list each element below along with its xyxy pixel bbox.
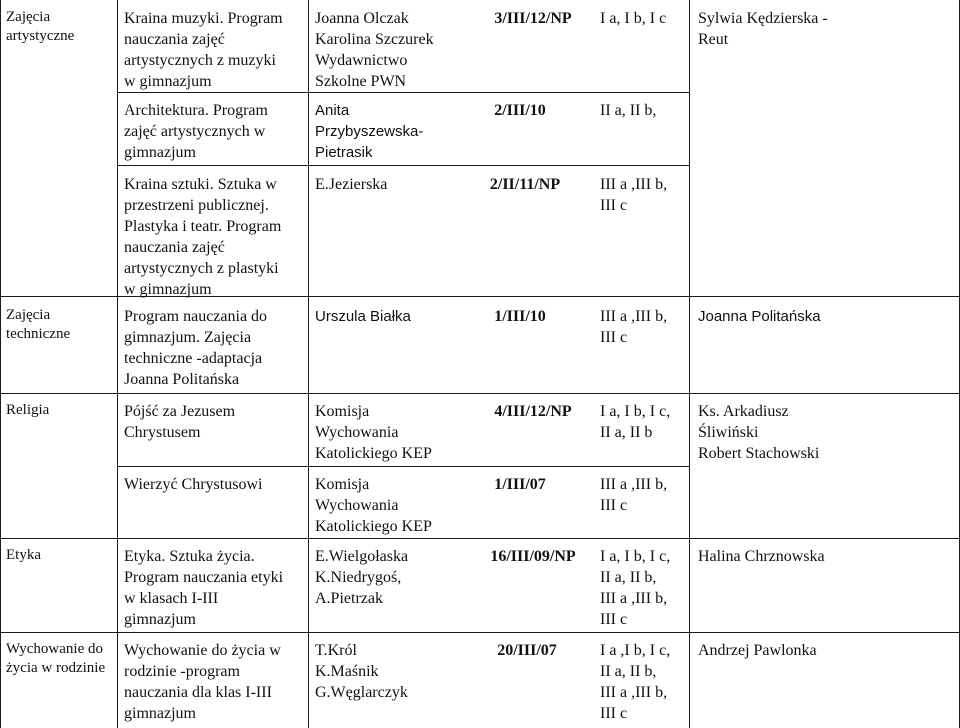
classes-cell: I a, I b, I c, II a, II b, III a ,III b, III c: [600, 548, 671, 628]
teacher-cell: Joanna Politańska: [698, 308, 821, 325]
row-divider: [117, 92, 689, 93]
teacher-cell: Halina Chrznowska: [698, 548, 825, 565]
classes-cell: I a ,I b, I c, II a, II b, III a ,III b, III c: [600, 642, 671, 722]
column-divider: [308, 0, 309, 728]
category-cell: Religia: [6, 402, 50, 418]
authors-cell: E.Wielgołaska K.Niedrygoś, A.Pietrzak: [315, 548, 409, 607]
program-cell: Wierzyć Chrystusowi: [124, 476, 263, 493]
authors-cell: Komisja Wychowania Katolickiego KEP: [315, 403, 432, 462]
teacher-cell: Sylwia Kędzierska - Reut: [698, 10, 828, 48]
approval-number-cell: 4/III/12/NP: [494, 403, 572, 420]
classes-cell: II a, II b,: [600, 102, 657, 119]
program-cell: Etyka. Sztuka życia. Program nauczania etyki w klasach I-III gimnazjum: [124, 548, 284, 628]
authors-cell: Urszula Białka: [315, 308, 411, 325]
classes-cell: III a ,III b, III c: [600, 476, 668, 514]
approval-number-cell: 2/III/10: [494, 102, 546, 119]
category-cell: Wychowanie do życia w rodzinie: [6, 641, 106, 676]
program-cell: Pójść za Jezusem Chrystusem: [124, 403, 236, 441]
column-divider: [117, 0, 118, 728]
approval-number-cell: 16/III/09/NP: [490, 548, 576, 565]
row-divider: [0, 632, 960, 633]
approval-number-cell: 1/III/10: [494, 308, 546, 325]
classes-cell: I a, I b, I c: [600, 10, 667, 27]
approval-number-cell: 3/III/12/NP: [494, 10, 572, 27]
approval-number-cell: 1/III/07: [494, 476, 546, 493]
column-divider: [0, 0, 1, 728]
classes-cell: I a, I b, I c, II a, II b: [600, 403, 671, 441]
row-divider: [0, 393, 960, 394]
teacher-cell: Andrzej Pawlonka: [698, 642, 817, 659]
classes-cell: III a ,III b, III c: [600, 176, 668, 214]
program-cell: Program nauczania do gimnazjum. Zajęcia techniczne -adaptacja Joanna Politańska: [124, 308, 268, 388]
classes-cell: III a ,III b, III c: [600, 308, 668, 346]
row-divider: [117, 466, 689, 467]
row-divider: [117, 165, 689, 166]
program-cell: Wychowanie do życia w rodzinie -program nauczania dla klas I-III gimnazjum: [124, 642, 281, 722]
program-cell: Kraina muzyki. Program nauczania zajęć artystycznych z muzyki w gimnazjum: [124, 10, 283, 90]
authors-cell: Joanna Olczak Karolina Szczurek Wydawnictwo Szkolne PWN: [315, 10, 434, 90]
row-divider: [0, 538, 960, 539]
authors-cell: Komisja Wychowania Katolickiego KEP: [315, 476, 432, 535]
category-cell: Etyka: [6, 547, 41, 563]
approval-number-cell: 20/III/07: [497, 642, 557, 659]
category-cell: Zajęcia techniczne: [6, 307, 71, 342]
program-cell: Architektura. Program zajęć artystycznych w gimnazjum: [124, 102, 268, 161]
category-cell: Zajęcia artystyczne: [6, 9, 75, 44]
approval-number-cell: 2/II/11/NP: [489, 176, 561, 193]
program-cell: Kraina sztuki. Sztuka w przestrzeni publicznej. Plastyka i teatr. Program nauczania zajęć artystycznych z plastyki w gimnazjum: [124, 176, 282, 298]
authors-cell: Anita Przybyszewska- Pietrasik: [315, 102, 424, 161]
authors-cell: T.Król K.Maśnik G.Węglarczyk: [315, 642, 408, 701]
teacher-cell: Ks. Arkadiusz Śliwiński Robert Stachowski: [698, 403, 820, 462]
authors-cell: E.Jezierska: [315, 176, 388, 193]
